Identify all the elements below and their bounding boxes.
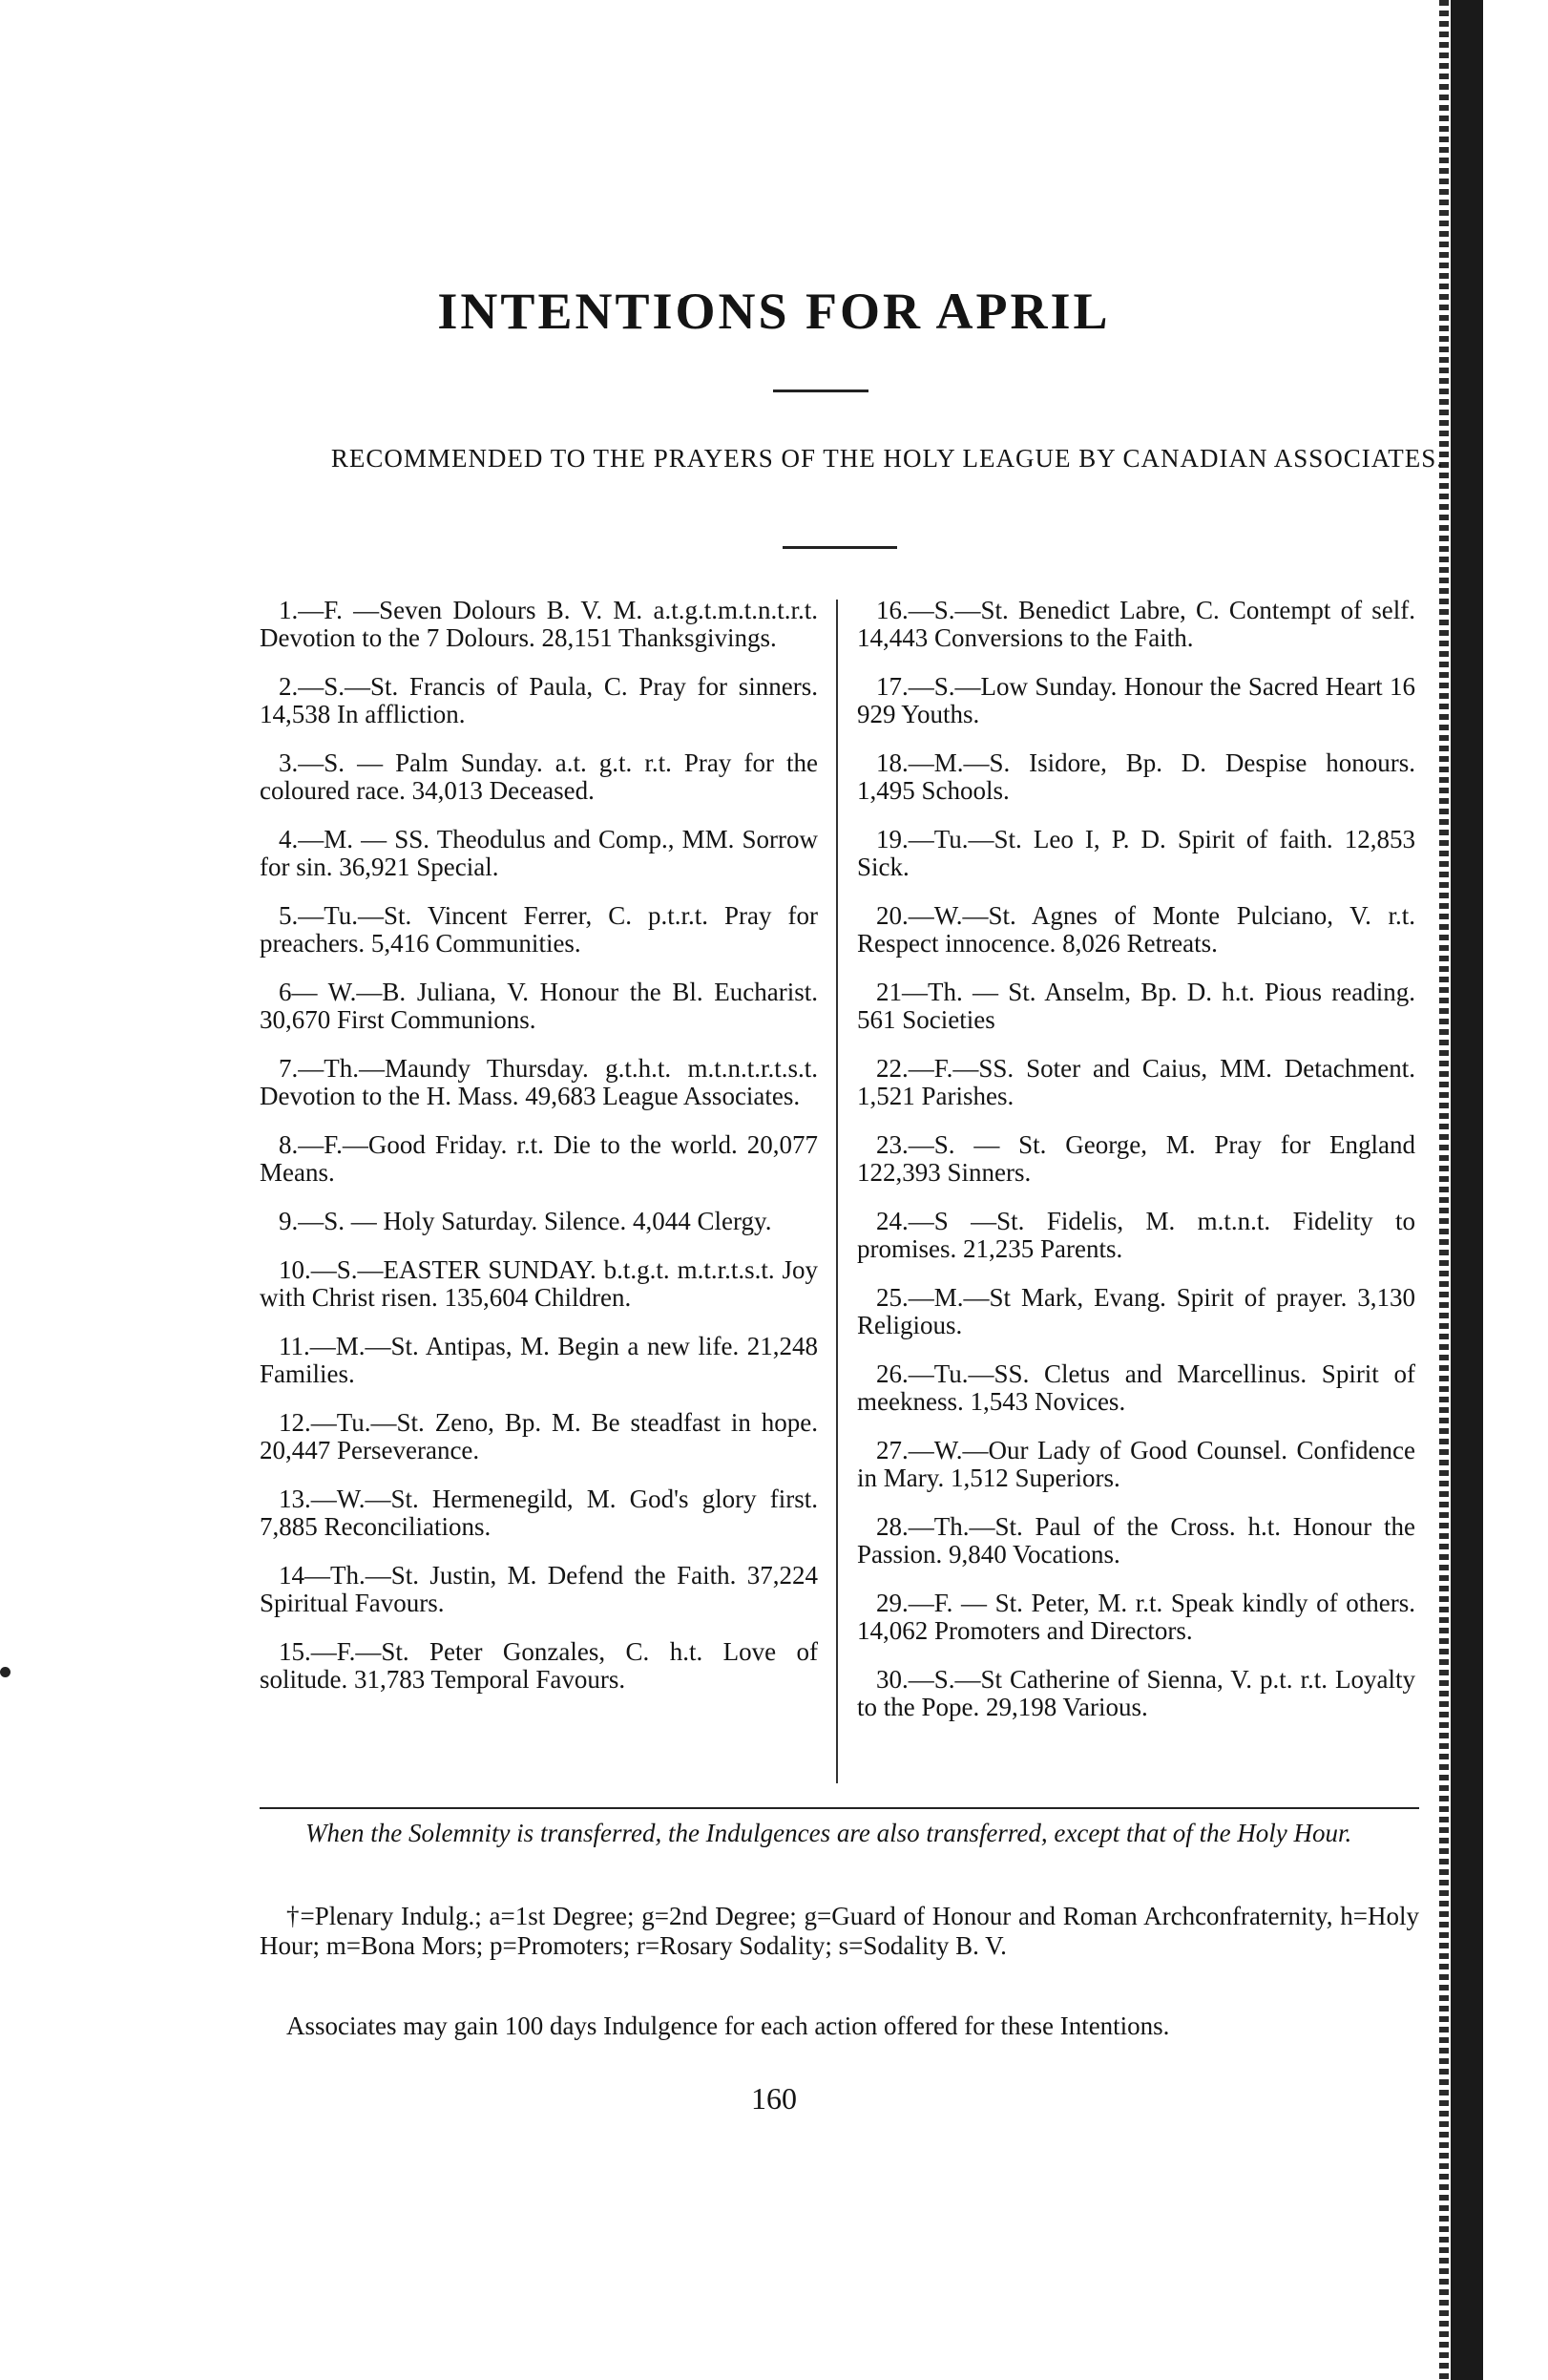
title-rule: [773, 390, 868, 392]
intention-entry: 9.—S. — Holy Saturday. Silence. 4,044 Clergy.: [279, 1207, 772, 1235]
intention-entry: 5.—Tu.—St. Vincent Ferrer, C. p.t.r.t. Pray for preachers. 5,416 Communities.: [260, 901, 818, 958]
intention-entry: 14—Th.—St. Justin, M. Defend the Faith. 37,224 Spiritual Favours.: [260, 1561, 818, 1617]
transfer-note: When the Solemnity is transferred, the Indulgences are also transferred, except that of the Holy Hour.: [305, 1819, 1352, 1847]
intention-entry: 25.—M.—St Mark, Evang. Spirit of prayer. 3,130 Religious.: [857, 1283, 1415, 1339]
intention-entry: 12.—Tu.—St. Zeno, Bp. M. Be steadfast in hope. 20,447 Perseverance.: [260, 1408, 818, 1464]
intention-entry: 26.—Tu.—SS. Cletus and Marcellinus. Spirit of meekness. 1,543 Novices.: [857, 1359, 1415, 1416]
abbreviation-key: †=Plenary Indulg.; a=1st Degree; g=2nd Degree; g=Guard of Honour and Roman Archconfraternity, h=Holy Hour; m=Bona Mors; p=Promoters; r=Rosary Sodality; s=Sodality B. V.: [260, 1902, 1419, 1960]
intention-entry: 11.—M.—St. Antipas, M. Begin a new life. 21,248 Families.: [260, 1332, 818, 1388]
intention-entry: 17.—S.—Low Sunday. Honour the Sacred Heart 16 929 Youths.: [857, 672, 1415, 728]
intention-entry: 20.—W.—St. Agnes of Monte Pulciano, V. r.t. Respect innocence. 8,026 Retreats.: [857, 901, 1415, 958]
scan-binding-bar: [1451, 0, 1483, 2380]
intention-entry: 21—Th. — St. Anselm, Bp. D. h.t. Pious reading. 561 Societies: [857, 978, 1415, 1034]
intention-entry: 10.—S.—EASTER SUNDAY. b.t.g.t. m.t.r.t.s.t. Joy with Christ risen. 135,604 Children.: [260, 1255, 818, 1312]
intention-entry: 6— W.—B. Juliana, V. Honour the Bl. Eucharist. 30,670 First Communions.: [260, 978, 818, 1034]
intention-entry: 22.—F.—SS. Soter and Caius, MM. Detachment. 1,521 Parishes.: [857, 1054, 1415, 1110]
intention-entry: 1.—F. —Seven Dolours B. V. M. a.t.g.t.m.t.n.t.r.t. Devotion to the 7 Dolours. 28,151 Thanksgivings.: [260, 596, 818, 652]
intention-entry: 24.—S —St. Fidelis, M. m.t.n.t. Fidelity to promises. 21,235 Parents.: [857, 1207, 1415, 1263]
intention-entry: 2.—S.—St. Francis of Paula, C. Pray for sinners. 14,538 In affliction.: [260, 672, 818, 728]
intention-entry: 23.—S. — St. George, M. Pray for England 122,393 Sinners.: [857, 1130, 1415, 1187]
intention-entry: 13.—W.—St. Hermenegild, M. God's glory first. 7,885 Reconciliations.: [260, 1485, 818, 1541]
intention-entry: 28.—Th.—St. Paul of the Cross. h.t. Honour the Passion. 9,840 Vocations.: [857, 1512, 1415, 1569]
intentions-column-right: [857, 597, 1415, 1742]
margin-mark: [0, 1667, 10, 1677]
intention-entry: 18.—M.—S. Isidore, Bp. D. Despise honours. 1,495 Schools.: [857, 748, 1415, 805]
intention-entry: 8.—F.—Good Friday. r.t. Die to the world. 20,077 Means.: [260, 1130, 818, 1187]
intentions-column-left: [260, 597, 818, 1715]
intention-entry: 16.—S.—St. Benedict Labre, C. Contempt of self. 14,443 Conversions to the Faith.: [857, 596, 1415, 652]
intention-entry: 30.—S.—St Catherine of Sienna, V. p.t. r.t. Loyalty to the Pope. 29,198 Various.: [857, 1665, 1415, 1721]
intention-entry: 29.—F. — St. Peter, M. r.t. Speak kindly of others. 14,062 Promoters and Directors.: [857, 1589, 1415, 1645]
intention-entry: 7.—Th.—Maundy Thursday. g.t.h.t. m.t.n.t.r.t.s.t. Devotion to the H. Mass. 49,683 League Associates.: [260, 1054, 818, 1110]
column-divider: [836, 600, 838, 1783]
indulgence-note: Associates may gain 100 days Indulgence for each action offered for these Intentions.: [286, 2011, 1170, 2040]
intention-entry: 15.—F.—St. Peter Gonzales, C. h.t. Love of solitude. 31,783 Temporal Favours.: [260, 1637, 818, 1694]
scan-edge-stripe: [1439, 0, 1449, 2380]
page-title: INTENTIONS FOR APRIL: [437, 283, 1111, 340]
page-number: 160: [751, 2081, 797, 2116]
intention-entry: 3.—S. — Palm Sunday. a.t. g.t. r.t. Pray for the coloured race. 34,013 Deceased.: [260, 748, 818, 805]
subtitle-rule: [783, 546, 897, 549]
footer-rule: [260, 1807, 1419, 1809]
page-subtitle: RECOMMENDED TO THE PRAYERS OF THE HOLY LEAGUE BY CANADIAN ASSOCIATES.: [330, 444, 1445, 473]
intention-entry: 19.—Tu.—St. Leo I, P. D. Spirit of faith. 12,853 Sick.: [857, 825, 1415, 881]
intention-entry: 27.—W.—Our Lady of Good Counsel. Confidence in Mary. 1,512 Superiors.: [857, 1436, 1415, 1492]
intention-entry: 4.—M. — SS. Theodulus and Comp., MM. Sorrow for sin. 36,921 Special.: [260, 825, 818, 881]
